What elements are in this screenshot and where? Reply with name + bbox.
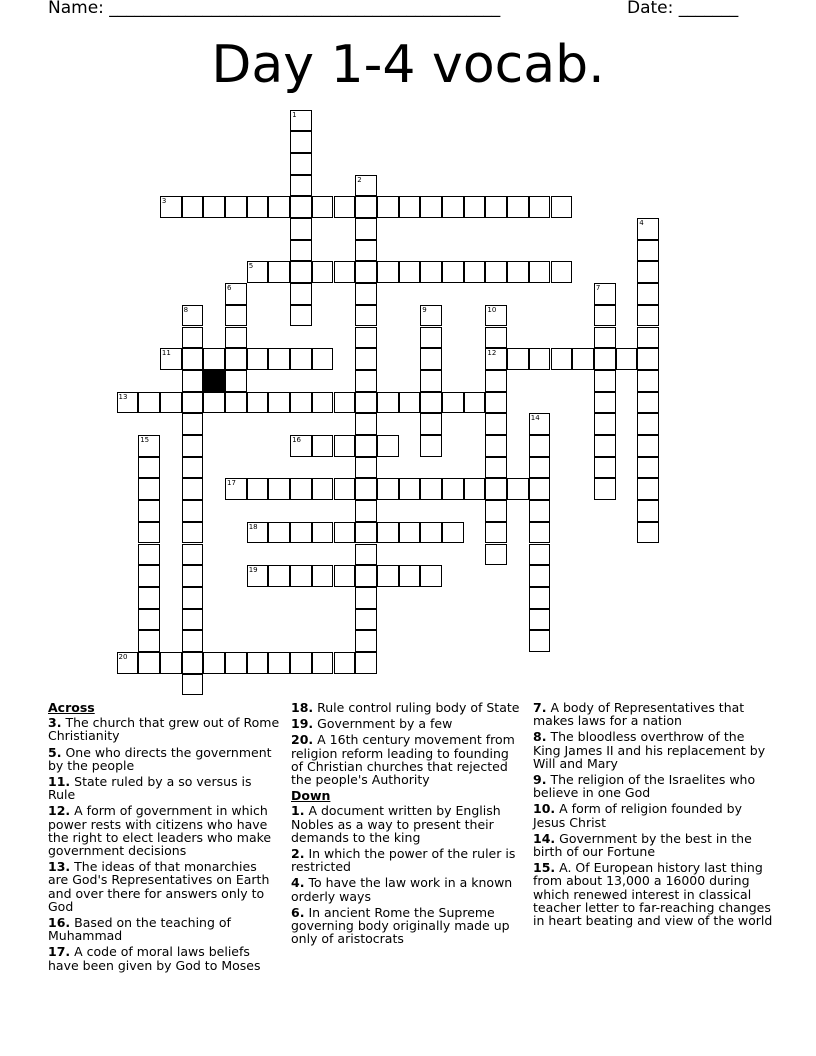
grid-cell[interactable] xyxy=(182,544,204,566)
grid-cell[interactable] xyxy=(290,153,312,175)
grid-cell[interactable] xyxy=(420,327,442,349)
grid-cell[interactable] xyxy=(225,392,247,414)
grid-cell[interactable] xyxy=(312,348,334,370)
grid-cell[interactable] xyxy=(529,196,551,218)
grid-cell[interactable] xyxy=(420,261,442,283)
grid-cell-start-20[interactable] xyxy=(117,652,139,674)
grid-cell[interactable] xyxy=(355,500,377,522)
clue-down-9: 9. The religion of the Israelites who believe in one God xyxy=(533,772,756,801)
grid-cell[interactable] xyxy=(529,630,551,652)
grid-cell[interactable] xyxy=(182,478,204,500)
grid-cell[interactable] xyxy=(312,652,334,674)
grid-cell[interactable] xyxy=(616,348,638,370)
grid-cell[interactable] xyxy=(138,457,160,479)
clue-down-15: 15. A. Of European history last thing from about 13,000 a 16000 during which renewed interest in classical teacher letter to far-reaching changes in heart beating and view of the world xyxy=(533,860,773,929)
grid-cell[interactable] xyxy=(355,261,377,283)
grid-cell[interactable] xyxy=(312,435,334,457)
grid-cell[interactable] xyxy=(594,392,616,414)
grid-cell[interactable] xyxy=(442,261,464,283)
grid-cell[interactable] xyxy=(420,348,442,370)
grid-cell[interactable] xyxy=(334,435,356,457)
grid-cell[interactable] xyxy=(507,196,529,218)
clue-across-5: 5. One who directs the government by the people xyxy=(48,744,272,773)
grid-cell[interactable] xyxy=(268,565,290,587)
grid-cell[interactable] xyxy=(572,348,594,370)
grid-cell[interactable] xyxy=(420,565,442,587)
name-blank: ______________________________________________ xyxy=(109,0,501,18)
grid-cell[interactable] xyxy=(182,609,204,631)
grid-cell-start-5[interactable] xyxy=(247,261,269,283)
clue-across-11: 11. State ruled by a so versus is Rule xyxy=(48,774,252,803)
grid-cell[interactable] xyxy=(594,370,616,392)
grid-cell[interactable] xyxy=(355,630,377,652)
grid-cell[interactable] xyxy=(268,348,290,370)
clue-down-1: 1. A document written by English Nobles as a way to present their demands to the king xyxy=(291,803,501,845)
grid-cell[interactable] xyxy=(464,478,486,500)
grid-cell[interactable] xyxy=(464,261,486,283)
grid-cell[interactable] xyxy=(464,196,486,218)
grid-cell-start-16[interactable] xyxy=(290,435,312,457)
clue-number: 20 xyxy=(118,653,128,661)
grid-cell[interactable] xyxy=(290,565,312,587)
grid-cell[interactable] xyxy=(355,587,377,609)
grid-cell[interactable] xyxy=(268,261,290,283)
grid-cell-start-3[interactable] xyxy=(160,196,182,218)
grid-cell[interactable] xyxy=(594,327,616,349)
name-label: Name: xyxy=(48,0,104,18)
grid-cell[interactable] xyxy=(355,457,377,479)
black-cell xyxy=(203,370,225,392)
grid-cell[interactable] xyxy=(377,435,399,457)
grid-cell[interactable] xyxy=(377,522,399,544)
grid-cell[interactable] xyxy=(290,218,312,240)
grid-cell[interactable] xyxy=(225,652,247,674)
grid-cell[interactable] xyxy=(355,240,377,262)
grid-cell[interactable] xyxy=(268,652,290,674)
date-label: Date: xyxy=(627,0,674,18)
grid-cell[interactable] xyxy=(138,587,160,609)
grid-cell[interactable] xyxy=(334,478,356,500)
grid-cell[interactable] xyxy=(399,522,421,544)
grid-cell[interactable] xyxy=(637,435,659,457)
grid-cell[interactable] xyxy=(637,413,659,435)
grid-cell[interactable] xyxy=(594,413,616,435)
grid-cell[interactable] xyxy=(182,327,204,349)
clue-number: 18 xyxy=(248,522,258,531)
grid-cell[interactable] xyxy=(182,392,204,414)
clue-number: 7 xyxy=(595,284,601,293)
grid-cell[interactable] xyxy=(334,652,356,674)
grid-cell[interactable] xyxy=(377,565,399,587)
grid-cell[interactable] xyxy=(182,565,204,587)
grid-cell[interactable] xyxy=(182,652,204,674)
grid-cell[interactable] xyxy=(247,392,269,414)
clue-number: 14 xyxy=(530,414,540,423)
grid-cell[interactable] xyxy=(399,196,421,218)
clue-number: 4 xyxy=(639,219,644,227)
grid-cell[interactable] xyxy=(355,435,377,457)
grid-cell[interactable] xyxy=(334,392,356,414)
grid-cell[interactable] xyxy=(637,392,659,414)
clue-down-6: 6. In ancient Rome the Supreme governing body originally made up only of aristocrats xyxy=(291,904,510,947)
grid-cell[interactable] xyxy=(355,305,377,327)
clue-across-13: 13. The ideas of that monarchies are God's Representatives on Earth and over there for answers only to God xyxy=(48,859,270,914)
grid-cell[interactable] xyxy=(334,261,356,283)
down-heading: Down xyxy=(291,788,331,804)
grid-cell[interactable] xyxy=(225,370,247,392)
grid-cell[interactable] xyxy=(529,478,551,500)
grid-cell[interactable] xyxy=(420,413,442,435)
clue-number: 10 xyxy=(487,305,497,314)
grid-cell[interactable] xyxy=(138,630,160,652)
grid-cell[interactable] xyxy=(182,435,204,457)
grid-cell[interactable] xyxy=(182,587,204,609)
clue-down-2: 2. In which the power of the ruler is restricted xyxy=(291,846,516,875)
grid-cell[interactable] xyxy=(312,522,334,544)
grid-cell[interactable] xyxy=(290,522,312,544)
grid-cell[interactable] xyxy=(160,392,182,414)
grid-cell[interactable] xyxy=(290,175,312,197)
grid-cell[interactable] xyxy=(203,652,225,674)
grid-cell[interactable] xyxy=(399,565,421,587)
grid-cell[interactable] xyxy=(312,261,334,283)
grid-cell[interactable] xyxy=(355,544,377,566)
clue-across-16: 16. Based on the teaching of Muhammad xyxy=(48,915,231,944)
grid-cell[interactable] xyxy=(225,327,247,349)
grid-cell[interactable] xyxy=(355,522,377,544)
grid-cell[interactable] xyxy=(529,457,551,479)
grid-cell[interactable] xyxy=(442,522,464,544)
clue-across-18: 18. Rule control ruling body of State xyxy=(291,700,520,715)
grid-cell[interactable] xyxy=(290,348,312,370)
grid-cell[interactable] xyxy=(485,500,507,522)
grid-cell[interactable] xyxy=(355,196,377,218)
grid-cell-start-11[interactable] xyxy=(160,348,182,370)
date-blank: _______ xyxy=(678,0,739,18)
grid-cell[interactable] xyxy=(551,196,573,218)
grid-cell[interactable] xyxy=(182,457,204,479)
grid-cell[interactable] xyxy=(637,500,659,522)
grid-cell-start-2[interactable] xyxy=(355,175,377,197)
grid-cell-start-19[interactable] xyxy=(247,565,269,587)
grid-cell[interactable] xyxy=(355,218,377,240)
grid-cell[interactable] xyxy=(355,348,377,370)
grid-cell[interactable] xyxy=(420,392,442,414)
grid-cell[interactable] xyxy=(485,522,507,544)
grid-cell[interactable] xyxy=(355,370,377,392)
grid-cell[interactable] xyxy=(399,478,421,500)
grid-cell[interactable] xyxy=(594,305,616,327)
grid-cell[interactable] xyxy=(399,261,421,283)
grid-cell-start-6[interactable] xyxy=(225,283,247,305)
across-heading: Across xyxy=(48,700,95,715)
grid-cell[interactable] xyxy=(637,478,659,500)
clue-down-14: 14. Government by the best in the birth of our Fortune xyxy=(533,830,752,860)
grid-cell[interactable] xyxy=(529,609,551,631)
grid-cell[interactable] xyxy=(312,196,334,218)
grid-cell[interactable] xyxy=(594,457,616,479)
grid-cell[interactable] xyxy=(377,478,399,500)
grid-cell[interactable] xyxy=(138,500,160,522)
grid-cell[interactable] xyxy=(182,413,204,435)
grid-cell[interactable] xyxy=(160,652,182,674)
grid-cell[interactable] xyxy=(290,652,312,674)
grid-cell[interactable] xyxy=(225,305,247,327)
clues-column-3 xyxy=(533,701,773,930)
grid-cell[interactable] xyxy=(507,348,529,370)
grid-cell[interactable] xyxy=(247,348,269,370)
grid-cell[interactable] xyxy=(637,283,659,305)
grid-cell[interactable] xyxy=(247,652,269,674)
grid-cell[interactable] xyxy=(529,522,551,544)
grid-cell[interactable] xyxy=(355,413,377,435)
grid-cell[interactable] xyxy=(182,370,204,392)
grid-cell[interactable] xyxy=(442,196,464,218)
grid-cell[interactable] xyxy=(355,565,377,587)
grid-cell[interactable] xyxy=(637,522,659,544)
grid-cell[interactable] xyxy=(529,500,551,522)
grid-cell[interactable] xyxy=(182,348,204,370)
grid-cell-start-8[interactable] xyxy=(182,305,204,327)
grid-cell[interactable] xyxy=(247,478,269,500)
grid-cell[interactable] xyxy=(442,478,464,500)
grid-cell[interactable] xyxy=(290,131,312,153)
grid-cell[interactable] xyxy=(594,435,616,457)
grid-cell-start-13[interactable] xyxy=(117,392,139,414)
grid-cell[interactable] xyxy=(551,348,573,370)
clues-column-1 xyxy=(48,701,280,975)
grid-cell[interactable] xyxy=(290,392,312,414)
grid-cell[interactable] xyxy=(312,565,334,587)
clue-across-20: 20. A 16th century movement from religion reform leading to founding of Christian churches that rejected the people's Authority xyxy=(291,732,515,788)
clue-down-8: 8. The bloodless overthrow of the King James II and his replacement by Will and Mary xyxy=(533,729,766,771)
clue-across-3: 3. The church that grew out of Rome Christianity xyxy=(48,715,280,744)
grid-cell[interactable] xyxy=(420,370,442,392)
grid-cell[interactable] xyxy=(312,478,334,500)
grid-cell[interactable] xyxy=(420,522,442,544)
grid-cell[interactable] xyxy=(312,392,334,414)
grid-cell[interactable] xyxy=(182,196,204,218)
grid-cell[interactable] xyxy=(182,630,204,652)
grid-cell[interactable] xyxy=(290,240,312,262)
grid-cell[interactable] xyxy=(637,370,659,392)
grid-cell[interactable] xyxy=(485,413,507,435)
grid-cell[interactable] xyxy=(247,196,269,218)
grid-cell-start-1[interactable] xyxy=(290,110,312,132)
grid-cell[interactable] xyxy=(507,478,529,500)
grid-cell[interactable] xyxy=(268,392,290,414)
grid-cell-start-14[interactable] xyxy=(529,413,551,435)
grid-cell[interactable] xyxy=(529,587,551,609)
clue-down-10: 10. A form of religion founded by Jesus Christ xyxy=(533,801,743,830)
grid-cell[interactable] xyxy=(529,435,551,457)
grid-cell[interactable] xyxy=(637,348,659,370)
grid-cell[interactable] xyxy=(637,457,659,479)
grid-cell[interactable] xyxy=(594,348,616,370)
clue-number: 16 xyxy=(292,436,302,444)
clue-across-17: 17. A code of moral laws beliefs have been given by God to Moses xyxy=(48,944,261,973)
grid-cell-start-15[interactable] xyxy=(138,435,160,457)
grid-cell[interactable] xyxy=(485,196,507,218)
grid-cell[interactable] xyxy=(464,392,486,414)
clue-number: 1 xyxy=(292,110,297,119)
page-title: Day 1-4 vocab. xyxy=(211,35,605,95)
grid-cell[interactable] xyxy=(420,196,442,218)
clue-number: 13 xyxy=(118,392,128,401)
clue-down-7: 7. A body of Representatives that makes laws for a nation xyxy=(533,700,745,729)
grid-cell[interactable] xyxy=(138,609,160,631)
grid-cell-start-12[interactable] xyxy=(485,348,507,370)
grid-cell-start-17[interactable] xyxy=(225,478,247,500)
grid-cell[interactable] xyxy=(203,196,225,218)
grid-cell[interactable] xyxy=(377,261,399,283)
grid-cell[interactable] xyxy=(355,652,377,674)
grid-cell-start-9[interactable] xyxy=(420,305,442,327)
grid-cell[interactable] xyxy=(399,392,421,414)
clue-number: 6 xyxy=(227,284,232,293)
grid-cell[interactable] xyxy=(225,196,247,218)
grid-cell[interactable] xyxy=(268,196,290,218)
grid-cell[interactable] xyxy=(290,196,312,218)
grid-cell[interactable] xyxy=(507,261,529,283)
clue-number: 15 xyxy=(140,436,150,444)
grid-cell[interactable] xyxy=(203,348,225,370)
clue-across-12: 12. A form of government in which power rests with citizens who have the right to elect leaders who make government decisions xyxy=(48,803,272,859)
grid-cell[interactable] xyxy=(594,478,616,500)
grid-cell-start-18[interactable] xyxy=(247,522,269,544)
grid-cell[interactable] xyxy=(138,392,160,414)
grid-cell[interactable] xyxy=(485,392,507,414)
grid-cell-start-7[interactable] xyxy=(594,283,616,305)
grid-cell[interactable] xyxy=(225,348,247,370)
clues-column-2 xyxy=(291,701,523,948)
clue-across-19: 19. Government by a few xyxy=(291,716,453,732)
grid-cell[interactable] xyxy=(485,478,507,500)
grid-cell[interactable] xyxy=(355,283,377,305)
grid-cell[interactable] xyxy=(334,196,356,218)
grid-cell[interactable] xyxy=(268,522,290,544)
grid-cell[interactable] xyxy=(355,392,377,414)
grid-cell[interactable] xyxy=(637,261,659,283)
grid-cell[interactable] xyxy=(637,240,659,262)
clue-number: 2 xyxy=(357,175,362,184)
grid-cell[interactable] xyxy=(355,609,377,631)
grid-cell[interactable] xyxy=(138,652,160,674)
clue-number: 19 xyxy=(248,566,258,575)
clue-down-4: 4. To have the law work in a known orderly ways xyxy=(291,875,513,904)
clue-number: 8 xyxy=(183,305,189,314)
grid-cell[interactable] xyxy=(529,261,551,283)
grid-cell[interactable] xyxy=(182,522,204,544)
grid-cell-start-10[interactable] xyxy=(485,305,507,327)
grid-cell[interactable] xyxy=(138,478,160,500)
grid-cell[interactable] xyxy=(485,327,507,349)
grid-cell[interactable] xyxy=(485,435,507,457)
grid-cell[interactable] xyxy=(420,435,442,457)
grid-cell[interactable] xyxy=(290,305,312,327)
grid-cell[interactable] xyxy=(182,500,204,522)
grid-cell[interactable] xyxy=(442,392,464,414)
grid-cell[interactable] xyxy=(290,283,312,305)
grid-cell[interactable] xyxy=(485,370,507,392)
grid-cell-start-4[interactable] xyxy=(637,218,659,240)
grid-cell[interactable] xyxy=(637,327,659,349)
grid-cell[interactable] xyxy=(355,327,377,349)
grid-cell[interactable] xyxy=(485,261,507,283)
grid-cell[interactable] xyxy=(355,478,377,500)
grid-cell[interactable] xyxy=(637,305,659,327)
clue-number: 11 xyxy=(161,349,171,358)
grid-cell[interactable] xyxy=(138,522,160,544)
grid-cell[interactable] xyxy=(485,457,507,479)
clue-number: 17 xyxy=(227,479,236,488)
clue-number: 3 xyxy=(161,197,167,206)
grid-cell[interactable] xyxy=(334,522,356,544)
grid-cell[interactable] xyxy=(203,392,225,414)
grid-cell[interactable] xyxy=(551,261,573,283)
grid-cell[interactable] xyxy=(290,261,312,283)
grid-cell[interactable] xyxy=(529,565,551,587)
grid-cell[interactable] xyxy=(377,392,399,414)
grid-cell[interactable] xyxy=(529,544,551,566)
grid-cell[interactable] xyxy=(182,674,204,696)
clue-number: 5 xyxy=(248,262,254,271)
grid-cell[interactable] xyxy=(268,478,290,500)
grid-cell[interactable] xyxy=(290,478,312,500)
grid-cell[interactable] xyxy=(138,565,160,587)
grid-cell[interactable] xyxy=(485,544,507,566)
grid-cell[interactable] xyxy=(529,348,551,370)
grid-cell[interactable] xyxy=(334,565,356,587)
grid-cell[interactable] xyxy=(420,478,442,500)
clue-number: 9 xyxy=(422,305,427,314)
grid-cell[interactable] xyxy=(377,196,399,218)
clue-number: 12 xyxy=(487,349,497,358)
grid-cell[interactable] xyxy=(138,544,160,566)
